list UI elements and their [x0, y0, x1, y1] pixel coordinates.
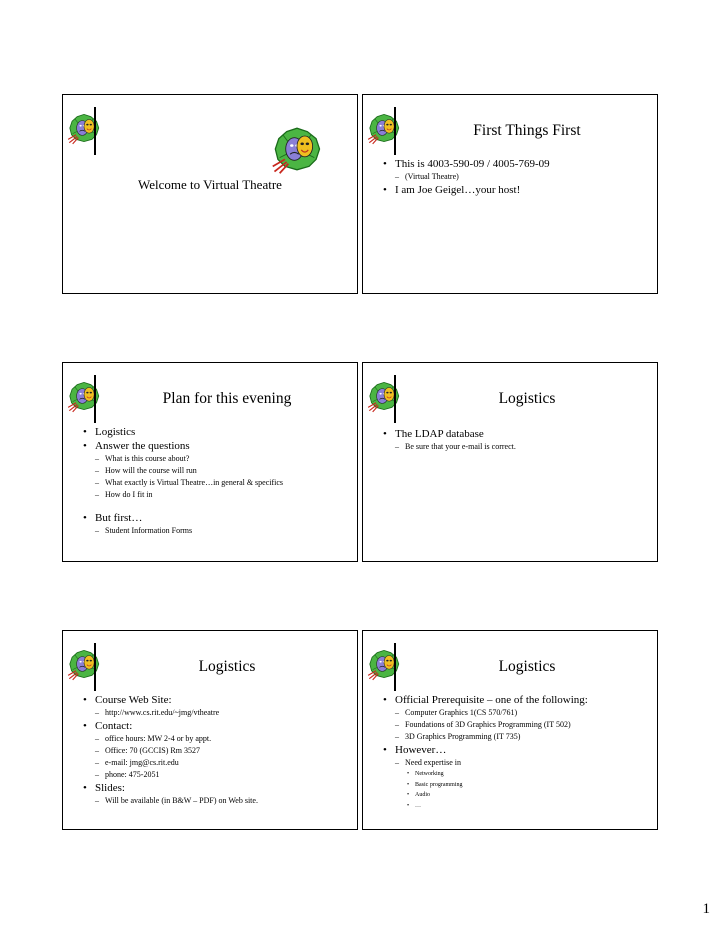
sub-bullet: – Will be available (in B&W – PDF) on Web site. — [83, 795, 351, 807]
page-number: 1 — [702, 901, 710, 917]
divider — [394, 107, 396, 155]
bullet: • The LDAP database — [383, 427, 651, 441]
theatre-masks-large-icon — [271, 123, 323, 175]
slide-content — [383, 427, 651, 453]
slide-3 — [62, 362, 358, 562]
bullet: • Course Web Site: — [83, 693, 351, 707]
divider — [394, 375, 396, 423]
sub-bullet: – Need expertise in — [383, 757, 651, 769]
sub-bullet: – What is this course about? — [83, 453, 351, 465]
theatre-masks-icon — [367, 111, 401, 145]
slide-1 — [62, 94, 358, 294]
sub-sub-bullet: • Audio — [383, 790, 651, 801]
sub-bullet: – How do I fit in — [83, 489, 351, 501]
theatre-masks-icon — [67, 379, 101, 413]
bullet: • I am Joe Geigel…your host! — [383, 183, 651, 197]
slide-content — [383, 693, 651, 811]
sub-bullet: – http://www.cs.rit.edu/~jmg/vtheatre — [83, 707, 351, 719]
slide-content — [383, 157, 651, 197]
sub-bullet: – e-mail: jmg@cs.rit.edu — [83, 757, 351, 769]
slide-title: Logistics — [498, 390, 556, 407]
slide-2 — [362, 94, 658, 294]
sub-bullet: – office hours: MW 2-4 or by appt. — [83, 733, 351, 745]
divider — [94, 107, 96, 155]
slide-title: First Things First — [473, 122, 581, 139]
slide-welcome-text: Welcome to Virtual Theatre — [138, 177, 282, 192]
sub-bullet: – 3D Graphics Programming (IT 735) — [383, 731, 651, 743]
sub-bullet: – What exactly is Virtual Theatre…in general & specifics — [83, 477, 351, 489]
slide-content — [83, 693, 351, 807]
bullet: • However… — [383, 743, 651, 757]
slide-6 — [362, 630, 658, 830]
sub-bullet: – How will the course will run — [83, 465, 351, 477]
sub-bullet: – Computer Graphics 1(CS 570/761) — [383, 707, 651, 719]
sub-sub-bullet: • Networking — [383, 769, 651, 780]
spacer — [83, 501, 351, 511]
slide-4 — [362, 362, 658, 562]
sub-bullet: – phone: 475-2051 — [83, 769, 351, 781]
sub-sub-bullet: • … — [383, 801, 651, 812]
sub-bullet: – Be sure that your e-mail is correct. — [383, 441, 651, 453]
theatre-masks-icon — [67, 647, 101, 681]
divider — [394, 643, 396, 691]
slide-title: Logistics — [498, 658, 556, 675]
sub-bullet: – Student Information Forms — [83, 525, 351, 537]
theatre-masks-icon — [367, 379, 401, 413]
divider — [94, 643, 96, 691]
divider — [94, 375, 96, 423]
slide-5 — [62, 630, 358, 830]
bullet: • Contact: — [83, 719, 351, 733]
sub-bullet: – Foundations of 3D Graphics Programming (IT 502) — [383, 719, 651, 731]
sub-sub-bullet: • Basic programming — [383, 780, 651, 791]
bullet: • Official Prerequisite – one of the following: — [383, 693, 651, 707]
slide-title: Logistics — [198, 658, 256, 675]
slide-title: Plan for this evening — [162, 390, 292, 407]
sub-bullet: – Office: 70 (GCCIS) Rm 3527 — [83, 745, 351, 757]
theatre-masks-icon — [367, 647, 401, 681]
bullet: • Logistics — [83, 425, 351, 439]
bullet: • But first… — [83, 511, 351, 525]
sub-bullet: – (Virtual Theatre) — [383, 171, 651, 183]
bullet: • Answer the questions — [83, 439, 351, 453]
theatre-masks-icon — [67, 111, 101, 145]
bullet: • This is 4003-590-09 / 4005-769-09 — [383, 157, 651, 171]
slide-content — [83, 425, 351, 537]
bullet: • Slides: — [83, 781, 351, 795]
